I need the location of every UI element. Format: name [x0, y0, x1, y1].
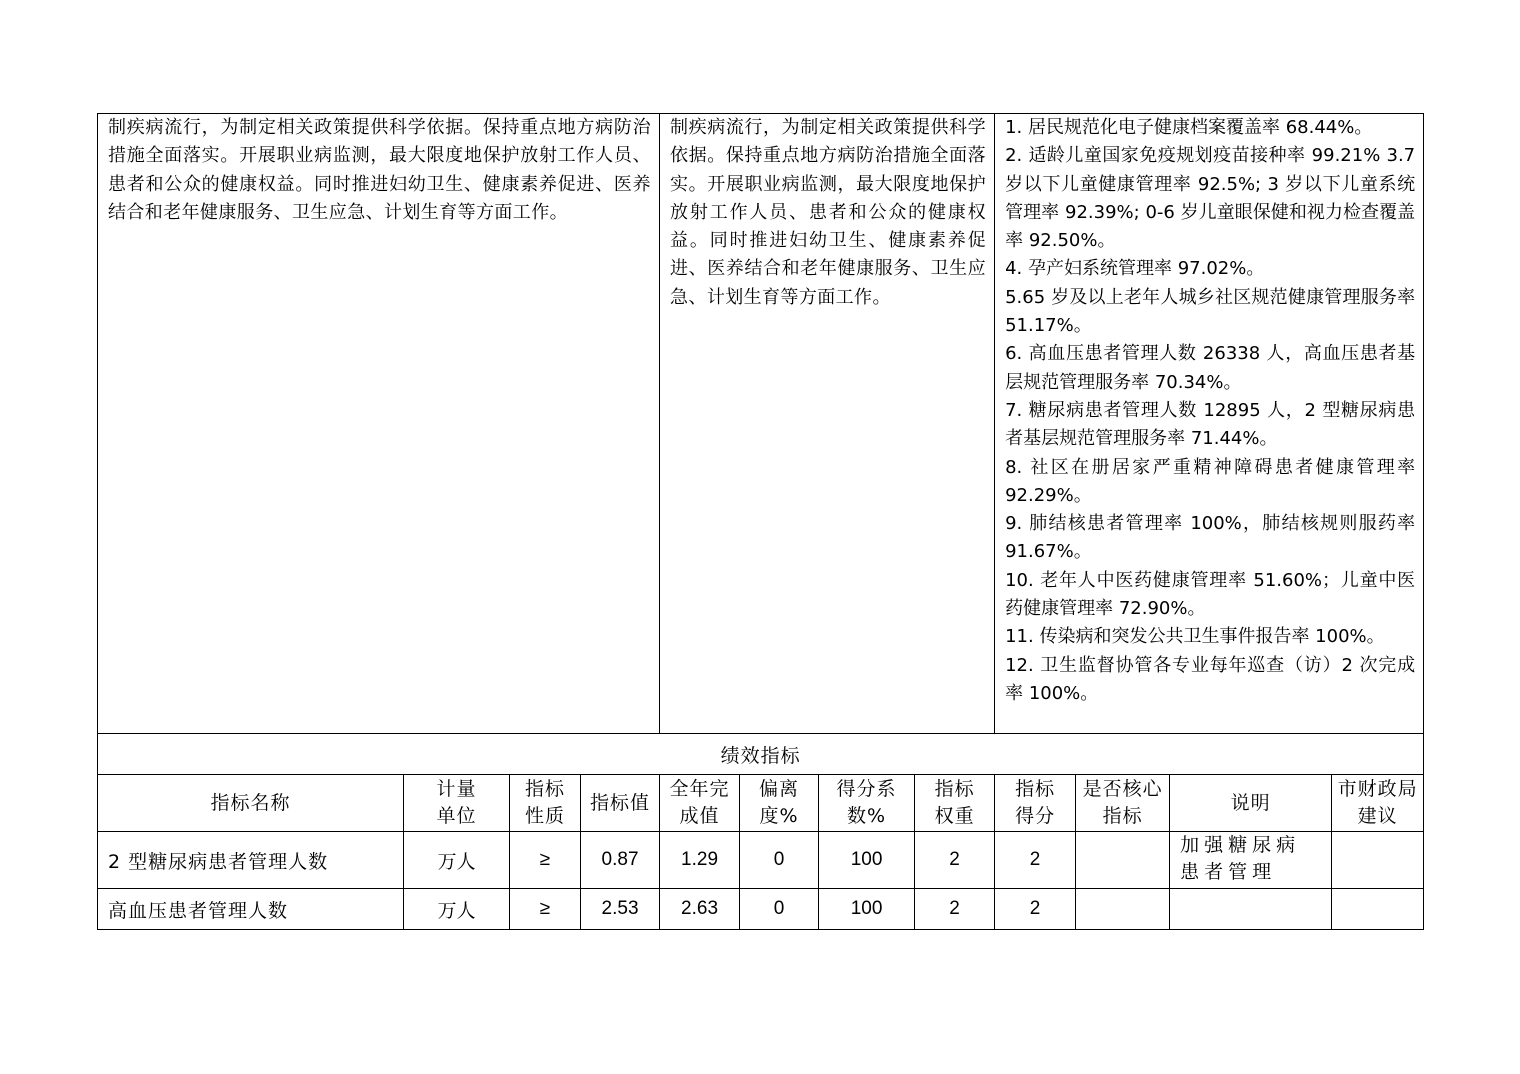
header-value: 指标值	[581, 775, 660, 832]
row-nature: ≥	[510, 832, 581, 889]
row-weight: 2	[915, 889, 995, 930]
header-coef: 得分系数%	[819, 775, 915, 832]
section-title: 绩效指标	[98, 734, 1424, 775]
row-actual: 2.63	[660, 889, 740, 930]
result-item-12: 12. 卫生监督协管各专业每年巡查（访）2 次完成率 100%。	[1005, 654, 1416, 704]
header-actual: 全年完成值	[660, 775, 740, 832]
performance-table	[97, 113, 1424, 930]
row-nature: ≥	[510, 889, 581, 930]
row-actual: 1.29	[660, 832, 740, 889]
description-col2: 制疾病流行，为制定相关政策提供科学依据。保持重点地方病防治措施全面落实。开展职业病监测，最大限度地保护放射工作人员、患者和公众的健康权益。同时推进妇幼卫生、健康素养促进、医养结合和老年健康服务、卫生应急、计划生育等方面工作。	[660, 114, 995, 734]
row-core	[1076, 832, 1170, 889]
row-coef: 100	[819, 832, 915, 889]
table-row	[98, 832, 1424, 889]
row-deviation: 0	[740, 889, 819, 930]
result-item-10: 10. 老年人中医药健康管理率 51.60%；儿童中医药健康管理率 72.90%。	[1005, 569, 1416, 620]
table-row	[98, 889, 1424, 930]
section-title-row	[98, 734, 1424, 775]
result-item-1: 1. 居民规范化电子健康档案覆盖率 68.44%。	[1005, 117, 1373, 138]
result-item-9: 9. 肺结核患者管理率 100%，肺结核规则服药率 91.67%。	[1005, 513, 1416, 563]
result-item-4: 4. 孕产妇系统管理率 97.02%。	[1005, 258, 1265, 280]
header-core: 是否核心指标	[1076, 775, 1170, 832]
row-value: 0.87	[581, 832, 660, 889]
header-score: 指标得分	[995, 775, 1076, 832]
header-note: 说明	[1170, 775, 1332, 832]
result-item-8: 8. 社区在册居家严重精神障碍患者健康管理率 92.29%。	[1005, 456, 1416, 506]
result-item-6: 6. 高血压患者管理人数 26338 人，高血压患者基层规范管理服务率 70.34%。	[1005, 343, 1416, 393]
row-unit: 万人	[404, 832, 510, 889]
header-advice: 市财政局建议	[1332, 775, 1424, 832]
result-item-7: 7. 糖尿病患者管理人数 12895 人，2 型糖尿病患者基层规范管理服务率 71.44%。	[1005, 399, 1416, 450]
row-deviation: 0	[740, 832, 819, 889]
result-item-11: 11. 传染病和突发公共卫生事件报告率 100%。	[1005, 626, 1385, 648]
results-list	[995, 114, 1424, 734]
header-weight: 指标权重	[915, 775, 995, 832]
row-advice	[1332, 889, 1424, 930]
result-item-5: 5.65 岁及以上老年人城乡社区规范健康管理服务率 51.17%。	[1005, 286, 1416, 337]
row-coef: 100	[819, 889, 915, 930]
result-item-2: 2. 适龄儿童国家免疫规划疫苗接种率 99.21% 3.7 岁以下儿童健康管理率 92.5%; 3 岁以下儿童系统管理率 92.39%; 0-6 岁儿童眼保健和视力检查覆盖率 92.50%。	[1005, 145, 1416, 252]
row-score: 2	[995, 832, 1076, 889]
row-name: 2 型糖尿病患者管理人数	[98, 832, 404, 889]
row-name: 高血压患者管理人数	[98, 889, 404, 930]
row-weight: 2	[915, 832, 995, 889]
header-name: 指标名称	[98, 775, 404, 832]
header-row	[98, 775, 1424, 832]
row-score: 2	[995, 889, 1076, 930]
row-advice	[1332, 832, 1424, 889]
header-deviation: 偏离度%	[740, 775, 819, 832]
header-nature: 指标性质	[510, 775, 581, 832]
row-note	[1170, 889, 1332, 930]
description-row	[98, 114, 1424, 734]
row-core	[1076, 889, 1170, 930]
description-col1: 制疾病流行，为制定相关政策提供科学依据。保持重点地方病防治措施全面落实。开展职业病监测，最大限度地保护放射工作人员、患者和公众的健康权益。同时推进妇幼卫生、健康素养促进、医养结合和老年健康服务、卫生应急、计划生育等方面工作。	[98, 114, 660, 734]
header-unit: 计量单位	[404, 775, 510, 832]
row-value: 2.53	[581, 889, 660, 930]
row-note: 加强糖尿病患者管理	[1170, 832, 1332, 889]
row-unit: 万人	[404, 889, 510, 930]
